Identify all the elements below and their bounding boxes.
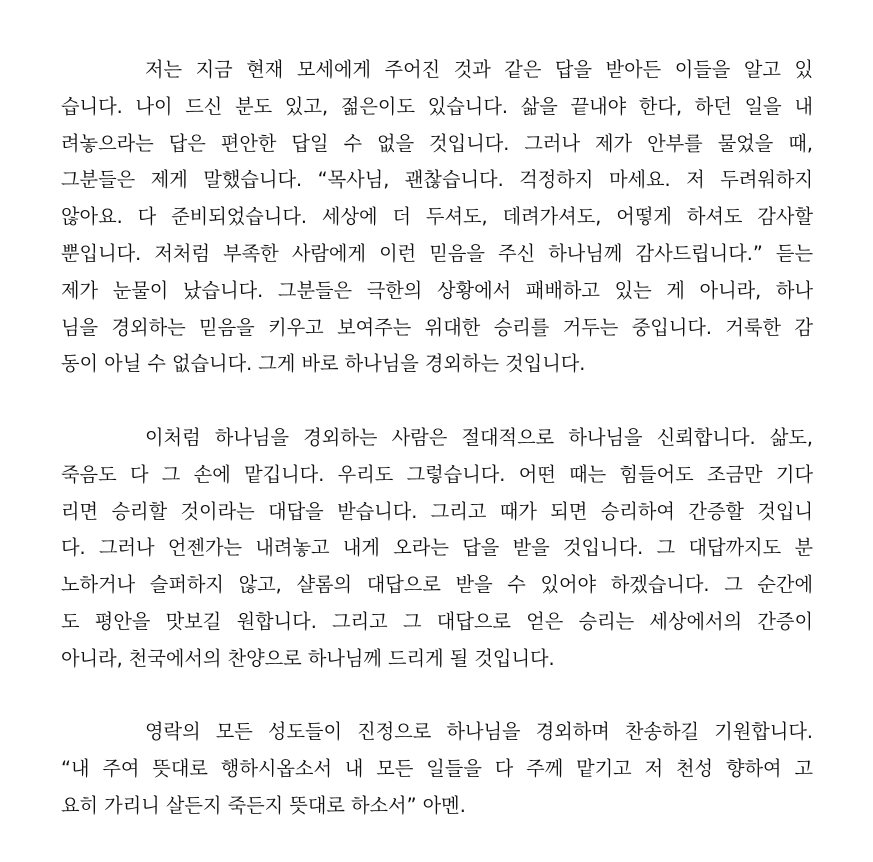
- paragraph-line: 이처럼 하나님을 경외하는 사람은 절대적으로 하나님을 신뢰합니다. 삶도,: [145, 426, 813, 449]
- paragraph-line: 아니라, 천국에서의 찬양으로 하나님께 드리게 될 것입니다.: [61, 646, 555, 670]
- paragraph-line: 동이 아닐 수 없습니다. 그게 바로 하나님을 경외하는 것입니다.: [61, 352, 586, 376]
- paragraph-line: “내 주여 뜻대로 행하시옵소서 내 모든 일들을 다 주께 맡기고 저 천성 향하여 고: [61, 756, 813, 780]
- paragraph-line: 그분들은 제게 말했습니다. “목사님, 괜찮습니다. 걱정하지 마세요. 저 두려워하지: [61, 168, 813, 192]
- paragraph-line: 죽음도 다 그 손에 맡깁니다. 우리도 그렇습니다. 어떤 때는 힘들어도 조금만 기다: [61, 462, 813, 486]
- paragraph-line: 제가 눈물이 났습니다. 그분들은 극한의 상황에서 패배하고 있는 게 아니라, 하나: [61, 278, 813, 302]
- paragraph-2: [61, 420, 813, 678]
- paragraph-line: 도 평안을 맛보길 원합니다. 그리고 그 대답으로 얻은 승리는 세상에서의 간증이: [61, 609, 813, 633]
- paragraph-line: 려놓으라는 답은 편안한 답일 수 없을 것입니다. 그러나 제가 안부를 물었을 때,: [61, 131, 813, 155]
- paragraph-3: [61, 714, 813, 824]
- paragraph-line: 않아요. 다 준비되었습니다. 세상에 더 두셔도, 데려가셔도, 어떻게 하셔도 감사할: [61, 205, 813, 229]
- paragraph-line: 다. 그러나 언젠가는 내려놓고 내게 오라는 답을 받을 것입니다. 그 대답까지도 분: [61, 536, 813, 560]
- paragraph-line: 님을 경외하는 믿음을 키우고 보여주는 위대한 승리를 거두는 중입니다. 거룩한 감: [61, 315, 813, 339]
- paragraph-line: 요히 가리니 살든지 죽든지 뜻대로 하소서” 아멘.: [61, 793, 466, 817]
- paragraph-line: 저는 지금 현재 모세에게 주어진 것과 같은 답을 받아든 이들을 알고 있: [145, 58, 813, 81]
- paragraph-line: 습니다. 나이 드신 분도 있고, 젊은이도 있습니다. 삶을 끝내야 한다, 하던 일을 내: [61, 94, 813, 118]
- paragraph-line: 뿐입니다. 저처럼 부족한 사람에게 이런 믿음을 주신 하나님께 감사드립니다.” 듣는: [61, 241, 813, 265]
- paragraph-1: [61, 52, 813, 383]
- paragraph-line: 노하거나 슬퍼하지 않고, 샬롬의 대답으로 받을 수 있어야 하겠습니다. 그 순간에: [61, 573, 813, 597]
- paragraph-line: 영락의 모든 성도들이 진정으로 하나님을 경외하며 찬송하길 기원합니다.: [145, 720, 813, 743]
- paragraph-line: 리면 승리할 것이라는 대답을 받습니다. 그리고 때가 되면 승리하여 간증할 것입니: [61, 499, 813, 523]
